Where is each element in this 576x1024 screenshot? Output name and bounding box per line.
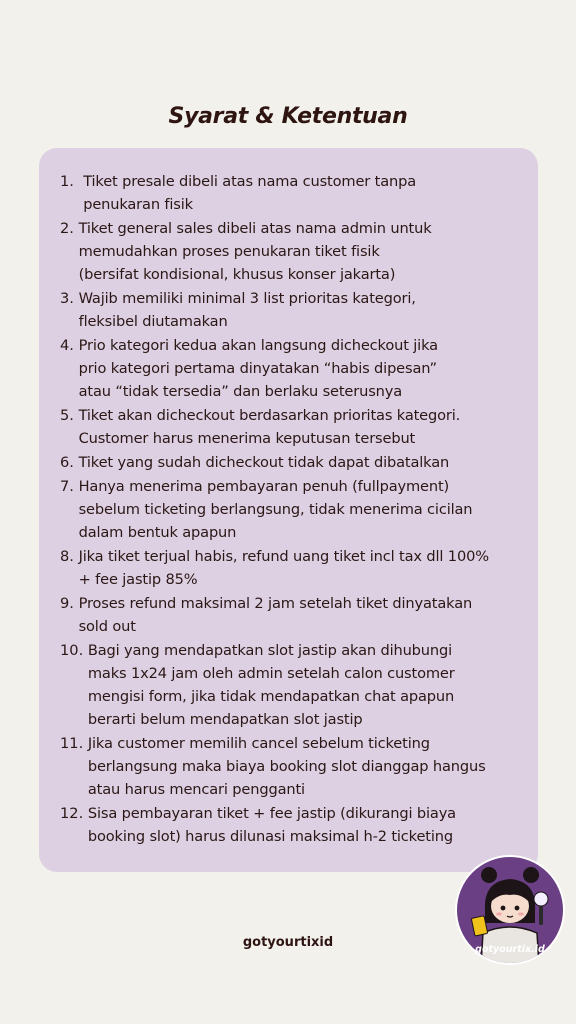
term-item bbox=[60, 733, 538, 801]
term-item bbox=[60, 218, 538, 286]
term-text: atau harus mencari pengganti bbox=[87, 780, 305, 798]
term-text: Sisa pembayaran tiket + fee jastip (dikurangi biaya bbox=[87, 805, 456, 823]
term-item bbox=[60, 476, 538, 544]
term-text: memudahkan proses penukaran tiket fisik bbox=[78, 242, 380, 260]
term-text: maks 1x24 jam oleh admin setelah calon customer bbox=[87, 665, 455, 683]
term-text: sebelum ticketing berlangsung, tidak menerima cicilan bbox=[78, 501, 473, 519]
term-text: Bagi yang mendapatkan slot jastip akan dihubungi bbox=[87, 642, 453, 660]
term-number: 2. bbox=[60, 220, 79, 238]
term-text: Prio kategori kedua akan langsung dicheckout jika bbox=[78, 337, 438, 355]
term-item bbox=[60, 335, 538, 403]
term-text: Jika customer memilih cancel sebelum ticketing bbox=[87, 735, 430, 753]
term-number: 12. bbox=[60, 805, 88, 823]
term-number: 7. bbox=[60, 478, 79, 496]
logo-text: gotyourtix.id bbox=[475, 944, 545, 955]
term-text: berarti belum mendapatkan slot jastip bbox=[87, 710, 363, 728]
term-text: fleksibel diutamakan bbox=[78, 312, 228, 330]
term-item bbox=[60, 405, 538, 451]
footer-handle: gotyourtixid bbox=[242, 935, 334, 950]
term-number: 5. bbox=[60, 406, 79, 424]
term-text: Customer harus menerima keputusan tersebut bbox=[78, 429, 416, 447]
term-text: mengisi form, jika tidak mendapatkan chat apapun bbox=[87, 688, 455, 706]
term-item bbox=[60, 593, 538, 639]
term-item bbox=[60, 452, 538, 475]
terms-list bbox=[60, 171, 538, 850]
term-text: booking slot) harus dilunasi maksimal h-2 ticketing bbox=[87, 827, 453, 845]
term-item bbox=[60, 288, 538, 334]
term-item bbox=[60, 640, 538, 731]
term-text: Tiket presale dibeli atas nama customer tanpa bbox=[83, 173, 417, 190]
term-text: Tiket akan dicheckout berdasarkan prioritas kategori. bbox=[78, 406, 461, 424]
term-text: dalam bentuk apapun bbox=[78, 523, 237, 541]
term-text: Wajib memiliki minimal 3 list prioritas kategori, bbox=[78, 289, 416, 307]
term-number: 1. bbox=[60, 173, 84, 190]
term-text: + fee jastip 85% bbox=[78, 571, 198, 589]
term-item bbox=[60, 171, 538, 217]
character-avatar-logo bbox=[455, 855, 565, 965]
term-number: 4. bbox=[60, 337, 79, 355]
term-text: Proses refund maksimal 2 jam setelah tiket dinyatakan bbox=[78, 595, 473, 613]
term-number: 3. bbox=[60, 289, 79, 307]
term-number: 6. bbox=[60, 454, 79, 472]
term-item bbox=[60, 546, 538, 592]
term-item bbox=[60, 803, 538, 849]
term-text: Jika tiket terjual habis, refund uang tiket incl tax dll 100% bbox=[78, 548, 489, 566]
term-text: berlangsung maka biaya booking slot dianggap hangus bbox=[87, 757, 486, 775]
term-number: 11. bbox=[60, 735, 88, 753]
term-text: atau “tidak tersedia” dan berlaku seterusnya bbox=[78, 382, 403, 400]
term-text: penukaran fisik bbox=[83, 195, 193, 213]
term-text: Tiket yang sudah dicheckout tidak dapat dibatalkan bbox=[78, 454, 450, 472]
page-title: Syarat & Ketentuan bbox=[168, 104, 408, 129]
term-text: prio kategori pertama dinyatakan “habis dipesan” bbox=[78, 359, 437, 377]
term-text: Hanya menerima pembayaran penuh (fullpayment) bbox=[78, 478, 450, 496]
term-text: Tiket general sales dibeli atas nama admin untuk bbox=[78, 220, 432, 238]
term-text: (bersifat kondisional, khusus konser jakarta) bbox=[78, 265, 396, 283]
term-number: 9. bbox=[60, 595, 79, 613]
term-number: 8. bbox=[60, 548, 79, 566]
term-text: sold out bbox=[78, 618, 136, 636]
term-number: 10. bbox=[60, 642, 88, 660]
